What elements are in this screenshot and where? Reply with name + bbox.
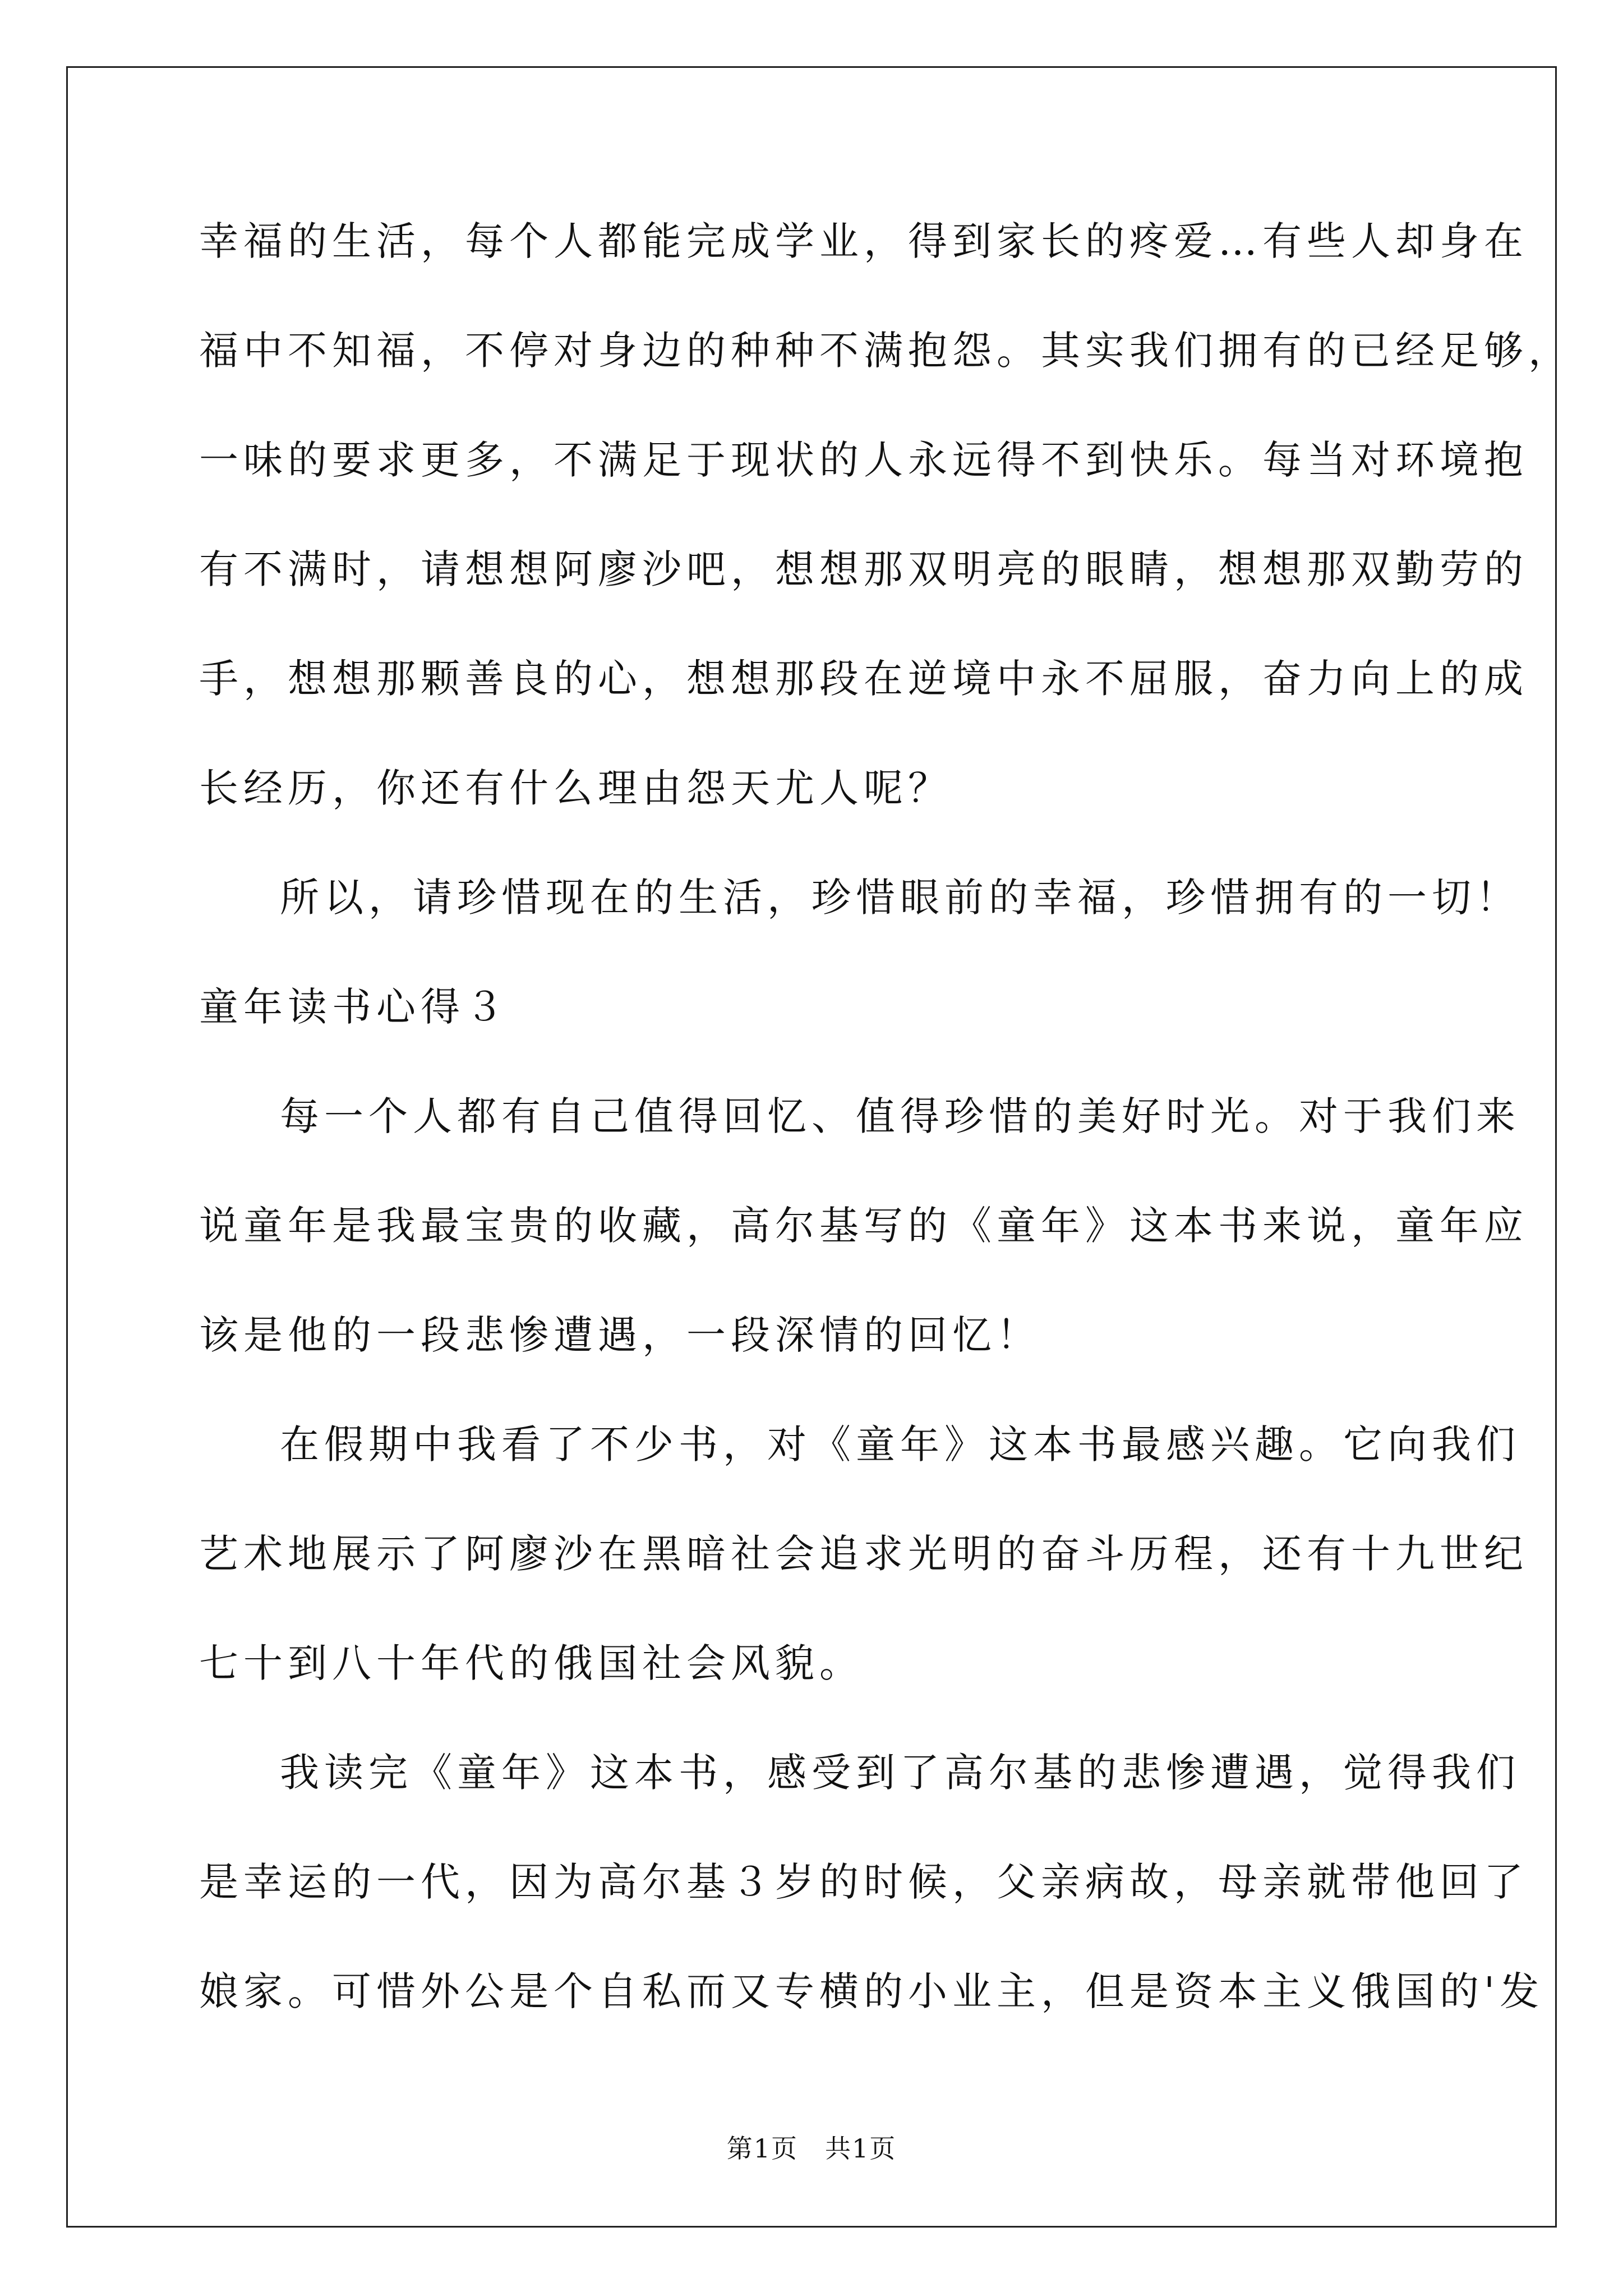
section-heading: 童年读书心得３ xyxy=(199,984,509,1030)
text-line: 在假期中我看了不少书，对《童年》这本书最感兴趣。它向我们 xyxy=(280,1421,1520,1467)
text-line: 是幸运的一代，因为高尔基３岁的时候，父亲病故，母亲就带他回了 xyxy=(199,1859,1528,1905)
text-line: 所以，请珍惜现在的生活，珍惜眼前的幸福，珍惜拥有的一切！ xyxy=(280,875,1520,921)
text-line: 我读完《童年》这本书，感受到了高尔基的悲惨遭遇，觉得我们 xyxy=(280,1750,1520,1796)
text-line: 有不满时，请想想阿廖沙吧，想想那双明亮的眼睛，想想那双勤劳的 xyxy=(199,546,1528,592)
text-line: 一味的要求更多，不满足于现状的人永远得不到快乐。每当对环境抱 xyxy=(199,437,1528,483)
text-line: 艺术地展示了阿廖沙在黑暗社会追求光明的奋斗历程，还有十九世纪 xyxy=(199,1531,1528,1577)
page-footer: 第1页 共1页 xyxy=(726,2133,897,2164)
text-line: 每一个人都有自己值得回忆、值得珍惜的美好时光。对于我们来 xyxy=(280,1093,1520,1139)
text-line: 手，想想那颗善良的心，想想那段在逆境中永不屈服，奋力向上的成 xyxy=(199,656,1528,702)
text-line: 该是他的一段悲惨遭遇，一段深情的回忆！ xyxy=(199,1312,1041,1358)
text-line: 说童年是我最宝贵的收藏，高尔基写的《童年》这本书来说，童年应 xyxy=(199,1203,1528,1249)
text-line: 七十到八十年代的俄国社会风貌。 xyxy=(199,1640,864,1686)
text-line: 娘家。可惜外公是个自私而又专横的小业主，但是资本主义俄国的'发 xyxy=(199,1968,1544,2014)
text-line: 幸福的生活，每个人都能完成学业，得到家长的疼爱…有些人却身在 xyxy=(199,218,1528,264)
text-line: 长经历，你还有什么理由怨天尤人呢？ xyxy=(199,765,952,811)
text-line: 福中不知福，不停对身边的种种不满抱怨。其实我们拥有的已经足够， xyxy=(199,328,1573,374)
